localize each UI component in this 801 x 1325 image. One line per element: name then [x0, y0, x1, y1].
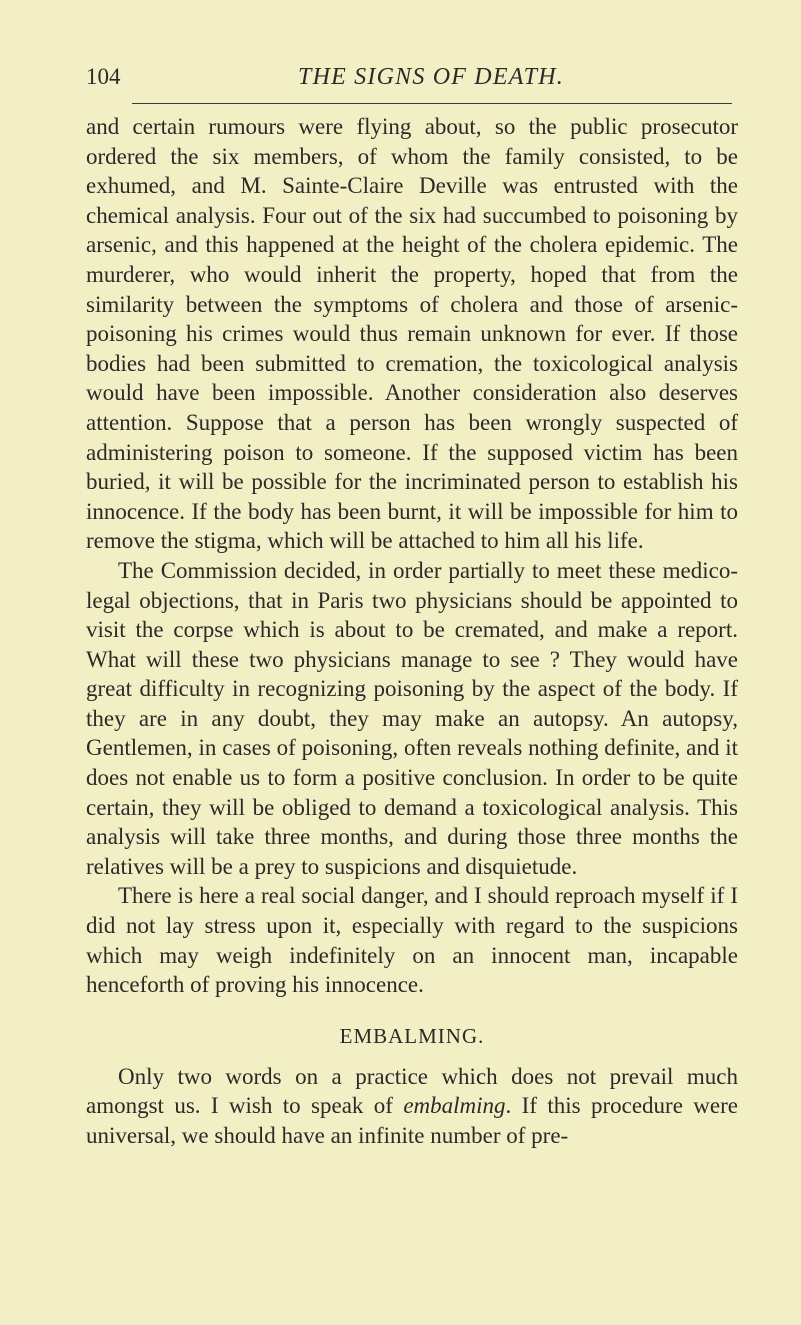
page-number: 104 [86, 64, 121, 89]
section-heading: EMBALMING. [339, 1023, 485, 1048]
paragraph-4-end: . If this procedure were universal, we should have an infinite number of pre- [86, 1093, 738, 1148]
header-rule [132, 103, 732, 104]
page-header [86, 64, 736, 104]
paragraph-2: The Commission decided, in order partially to meet these medico-legal objections, that in Paris two physicians should be appointed to visit the corpse which is about to be cremated, and make a report. What will these two physicians manage to see ? They would have great difficulty in recognizing poisoning by the aspect of the body. If they are in any doubt, they may make an autopsy. An autopsy, Gentlemen, in cases of poisoning, often reveals nothing definite, and it does not enable us to form a positive conclusion. In order to be quite certain, they will be obliged to demand a toxicological analysis. This analysis will take three months, and during those three months the relatives will be a prey to suspicions and disquietude. [86, 557, 738, 879]
paragraph-4-emphasis: embalming [403, 1093, 506, 1119]
paragraph-4-start: Only two words on a practice which does not prevail much amongst us. I wish to speak of [86, 1063, 738, 1119]
paragraph-1: and certain rumours were flying about, so the public prosecutor ordered the six members, of whom the family consisted, to be exhumed, and M. Sainte-Claire Deville was entrusted with the chemical analysis. Four out of the six had succumbed to poisoning by arsenic, and this happened at the height of the cholera epidemic. The murderer, who would inherit the property, hoped that from the similarity between the symptoms of cholera and those of arsenic-poisoning his crimes would thus remain unknown for ever. If those bodies had been submitted to cremation, the toxicological analysis would have been impossible. Another consideration also deserves attention. Suppose that a person has been wrongly suspected of administering poison to someone. If the supposed victim has been buried, it will be possible for the incriminated person to establish his innocence. If the body has been burnt, it will be impossible for him to remove the stigma, which will be attached to him all his life. [86, 114, 738, 554]
paragraph-4 [86, 1062, 738, 1151]
paragraph-3: There is here a real social danger, and I should reproach myself if I did not lay stress upon it, especially with regard to the suspicions which may weigh indefinitely on an innocent man, incapable henceforth of proving his innocence. [86, 883, 738, 998]
body-text [86, 112, 738, 1151]
running-head: THE SIGNS OF DEATH. [298, 64, 564, 90]
